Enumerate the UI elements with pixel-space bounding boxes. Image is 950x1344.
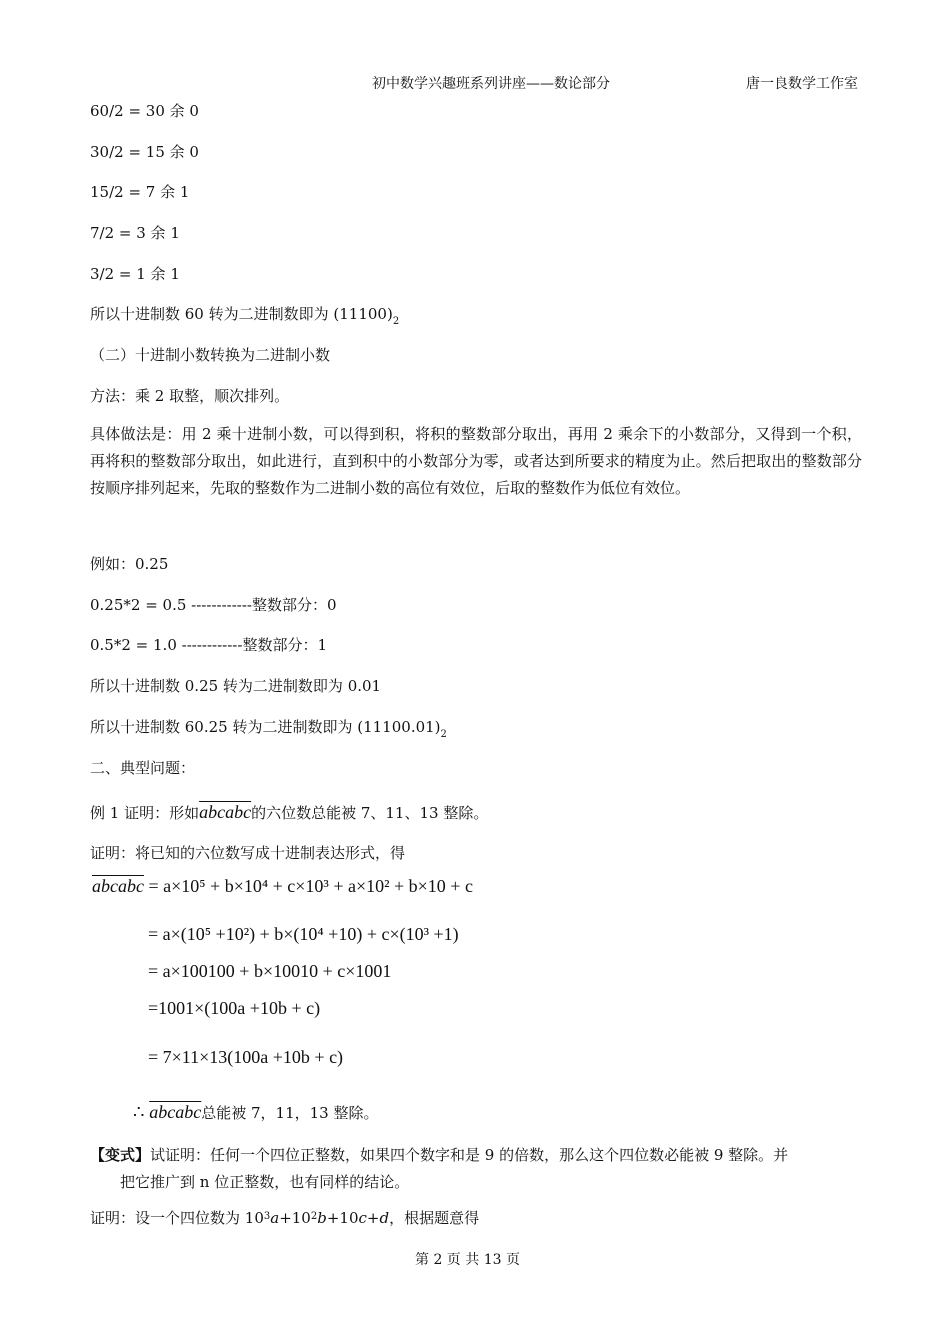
step-line-2: 0.5*2 = 1.0 ------------整数部分：1 xyxy=(90,636,327,654)
equation-0-rhs: = a×10⁵ + b×10⁴ + c×10³ + a×10² + b×10 + c xyxy=(148,876,473,896)
proof-2-mid-1: +10 xyxy=(279,1209,311,1227)
var-b: b xyxy=(317,1209,327,1227)
example-1-prefix: 例 1 证明：形如 xyxy=(90,804,200,822)
therefore-text: 总能被 7，11，13 整除。 xyxy=(201,1104,379,1122)
therefore-line xyxy=(133,1102,378,1123)
result-line-2 xyxy=(90,716,447,740)
variant-text-line-1: 试证明：任何一个四位正整数，如果四个数字和是 9 的倍数，那么这个四位数必能被 9 整除。并 xyxy=(150,1146,789,1164)
result-line-2-text: 所以十进制数 60.25 转为二进制数即为 (11100.01) xyxy=(90,718,441,736)
section-heading-typical: 二、典型问题： xyxy=(90,759,196,777)
variant-label: 【变式】 xyxy=(90,1146,151,1164)
exponent-2: 2 xyxy=(310,1211,318,1222)
proof-2-mid-2: +10 xyxy=(326,1209,359,1227)
equation-3: =1001×(100a +10b + c) xyxy=(148,998,321,1018)
equation-0 xyxy=(92,876,473,897)
division-line-3: 15/2 = 7 余 1 xyxy=(90,183,190,201)
proof-2-suffix: ，根据题意得 xyxy=(389,1209,480,1227)
var-a: a xyxy=(270,1209,280,1227)
exponent-3: 3 xyxy=(263,1211,271,1222)
overline-number: abcabc xyxy=(199,802,252,822)
therefore-symbol: ∴ xyxy=(133,1102,145,1122)
binary-result-integer-text: 所以十进制数 60 转为二进制数即为 (11100) xyxy=(90,305,393,323)
equation-4: = 7×11×13(100a +10b + c) xyxy=(148,1047,344,1067)
step-line-1: 0.25*2 = 0.5 ------------整数部分：0 xyxy=(90,596,337,614)
header-title: 初中数学兴趣班系列讲座——数论部分 xyxy=(372,76,610,92)
division-line-2: 30/2 = 15 余 0 xyxy=(90,143,199,161)
binary-result-integer xyxy=(90,303,399,327)
division-line-4: 7/2 = 3 余 1 xyxy=(90,224,180,242)
detail-paragraph: 具体做法是：用 2 乘十进制小数，可以得到积，将积的整数部分取出，再用 2 乘余下的小数部分，又得到一个积，再将积的整数部分取出，如此进行，直到积中的小数部分为零，或者达到所要求的精度为止。然后把取出的整数部分按顺序排列起来，先取的整数作为二进制小数的高位有效位，后取的整数作为低位有效位。 xyxy=(90,425,862,497)
var-d: d xyxy=(379,1209,390,1227)
page-footer: 第 2 页 共 13 页 xyxy=(415,1252,520,1268)
method-line: 方法：乘 2 取整，顺次排列。 xyxy=(90,387,290,405)
proof-2-line xyxy=(90,1207,479,1228)
section-heading-decimal: （二）十进制小数转换为二进制小数 xyxy=(90,346,331,364)
proof-intro: 证明：将已知的六位数写成十进制表达形式，得 xyxy=(90,844,406,862)
example-1-suffix: 的六位数总能被 7、11、13 整除。 xyxy=(251,804,489,822)
base-subscript-2: 2 xyxy=(440,729,447,740)
division-line-5: 3/2 = 1 余 1 xyxy=(90,265,180,283)
proof-2-prefix: 证明：设一个四位数为 10 xyxy=(90,1209,264,1227)
example-line: 例如：0.25 xyxy=(90,555,169,573)
header-studio: 唐一良数学工作室 xyxy=(746,76,858,92)
equation-1: = a×(10⁵ +10²) + b×(10⁴ +10) + c×(10³ +1) xyxy=(148,924,459,944)
division-line-1: 60/2 = 30 余 0 xyxy=(90,102,199,120)
equation-2: = a×100100 + b×10010 + c×1001 xyxy=(148,961,392,981)
variant-paragraph xyxy=(90,1142,862,1196)
example-1-statement xyxy=(90,802,488,823)
therefore-overline-number: abcabc xyxy=(149,1102,202,1122)
base-subscript: 2 xyxy=(392,316,400,327)
equation-0-lhs: abcabc xyxy=(92,876,144,896)
result-line-1: 所以十进制数 0.25 转为二进制数即为 0.01 xyxy=(90,677,382,695)
variant-text-line-2: 把它推广到 n 位正整数，也有同样的结论。 xyxy=(120,1173,410,1191)
plus-sign: + xyxy=(366,1209,380,1227)
var-c: c xyxy=(358,1209,367,1227)
